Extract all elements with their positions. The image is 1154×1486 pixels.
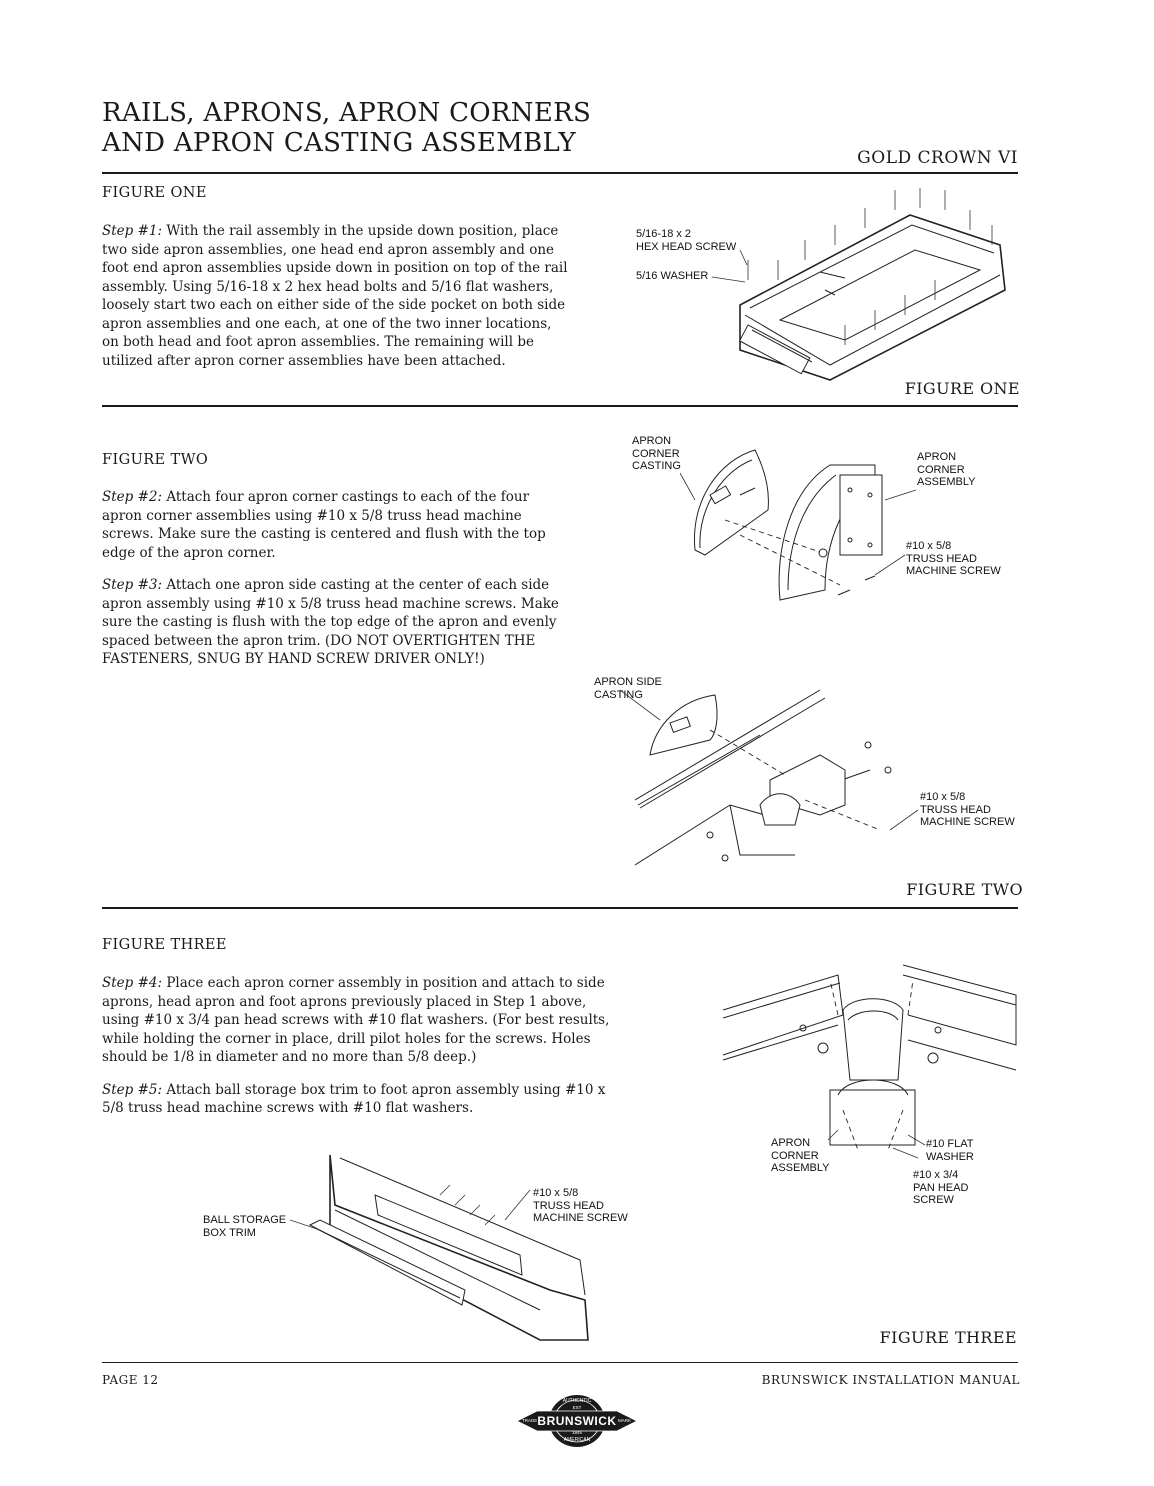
logo-left: TRADE: [522, 1418, 538, 1423]
figure-three-corner-illustration: [718, 960, 1018, 1160]
model-name: GOLD CROWN VI: [857, 148, 1018, 168]
callout-pan-head-screw: #10 x 3/4 PAN HEAD SCREW: [913, 1169, 969, 1206]
figure-two-side-casting-illustration: [620, 680, 920, 880]
manual-name: BRUNSWICK INSTALLATION MANUAL: [761, 1373, 1020, 1387]
step-2: [102, 488, 572, 562]
callout-apron-side-casting: APRON SIDE CASTING: [594, 676, 662, 701]
step-4: [102, 974, 614, 1067]
callout-hex-head-screw: 5/16-18 x 2 HEX HEAD SCREW: [636, 228, 737, 253]
footer-rule: [102, 1362, 1018, 1363]
step-1-label: Step #1:: [102, 223, 163, 239]
step-3-text: Attach one apron side casting at the center of each side apron assembly using #10 x 5/8 truss head machine screws. Make sure the casting is flush with the top edge of the apron and evenly spaced between the apron trim. (DO NOT OVERTIGHTEN THE FASTENERS, SNUG BY HAND SCREW DRIVER ONLY!): [102, 577, 559, 667]
callout-apron-corner-casting: APRON CORNER CASTING: [632, 435, 681, 472]
logo-text: BRUNSWICK: [537, 1414, 617, 1428]
step-3-label: Step #3:: [102, 577, 163, 593]
brunswick-logo: [512, 1393, 642, 1449]
logo-est: EST: [572, 1405, 582, 1410]
logo-right: MARK: [618, 1418, 632, 1423]
callout-ball-storage-box-trim: BALL STORAGE BOX TRIM: [203, 1214, 287, 1239]
page-title: [102, 98, 591, 158]
step-5-label: Step #5:: [102, 1081, 163, 1098]
step-3: [102, 576, 572, 669]
callout-flat-washer: #10 FLAT WASHER: [926, 1138, 974, 1163]
logo-ring-bottom: AMERICAN: [563, 1437, 591, 1443]
section1-rule: [102, 405, 1018, 407]
step-2-text: Attach four apron corner castings to each of the four apron corner assemblies using #10 x 5/8 truss head machine screws. Make sure the casting is centered and flush with the top edge of the apron corner.: [102, 489, 546, 561]
step-5-text: Attach ball storage box trim to foot apron assembly using #10 x 5/8 truss head machine screws with #10 flat washers.: [102, 1081, 606, 1116]
callout-truss-screw-a: #10 x 5/8 TRUSS HEAD MACHINE SCREW: [906, 540, 1001, 577]
figure-two-corner-illustration: [680, 440, 920, 640]
figure-two-caption: FIGURE TWO: [906, 880, 1023, 899]
callout-washer: 5/16 WASHER: [636, 270, 709, 282]
step-1-text: With the rail assembly in the upside down position, place two side apron assemblies, one head end apron assembly and one foot end apron assemblies upside down in position on top of the rail assembly. Using 5/16-18 x 2 hex head bolts and 5/16 flat washers, loosely start two each on either side of the side pocket on both side apron assemblies and one each, at one of the two inner locations, on both head and foot apron assemblies. The remaining will be utilized after apron corner assemblies have been attached.: [102, 223, 568, 369]
header-rule: [102, 172, 1018, 174]
step-2-label: Step #2:: [102, 489, 163, 505]
figure-one-caption: FIGURE ONE: [904, 379, 1020, 398]
step-5: [102, 1081, 614, 1118]
callout-apron-corner-assembly-3: APRON CORNER ASSEMBLY: [771, 1137, 830, 1174]
title-line-2: AND APRON CASTING ASSEMBLY: [102, 128, 576, 158]
step-4-text: Place each apron corner assembly in position and attach to side aprons, head apron and foot aprons previously placed in Step 1 above, using #10 x 3/4 pan head screws with #10 flat washers. (For best results, while holding the corner in place, drill pilot holes for the screws. Holes should be 1/8 in diameter and no more than 5/8 deep.): [102, 975, 610, 1065]
section3-body: [102, 974, 614, 1132]
title-line-1: RAILS, APRONS, APRON CORNERS: [102, 98, 592, 128]
section-heading-figure-one: FIGURE ONE: [102, 185, 207, 201]
section2-body: [102, 488, 572, 683]
callout-apron-corner-assembly: APRON CORNER ASSEMBLY: [917, 451, 976, 488]
section1-body: [102, 222, 572, 384]
logo-ring-top: AUTHENTIC: [562, 1398, 592, 1404]
section-heading-figure-three: FIGURE THREE: [102, 937, 227, 953]
logo-year: 1845: [571, 1430, 582, 1435]
figure-three-caption: FIGURE THREE: [879, 1328, 1017, 1347]
step-1: [102, 222, 572, 370]
step-4-label: Step #4:: [102, 975, 163, 991]
figure-three-trim-illustration: [290, 1150, 600, 1350]
figure-one-illustration: [620, 180, 1020, 385]
callout-truss-screw-c: #10 x 5/8 TRUSS HEAD MACHINE SCREW: [533, 1187, 628, 1224]
section2-rule: [102, 907, 1018, 909]
section-heading-figure-two: FIGURE TWO: [102, 452, 209, 468]
callout-truss-screw-b: #10 x 5/8 TRUSS HEAD MACHINE SCREW: [920, 791, 1015, 828]
page-number: PAGE 12: [102, 1373, 159, 1387]
